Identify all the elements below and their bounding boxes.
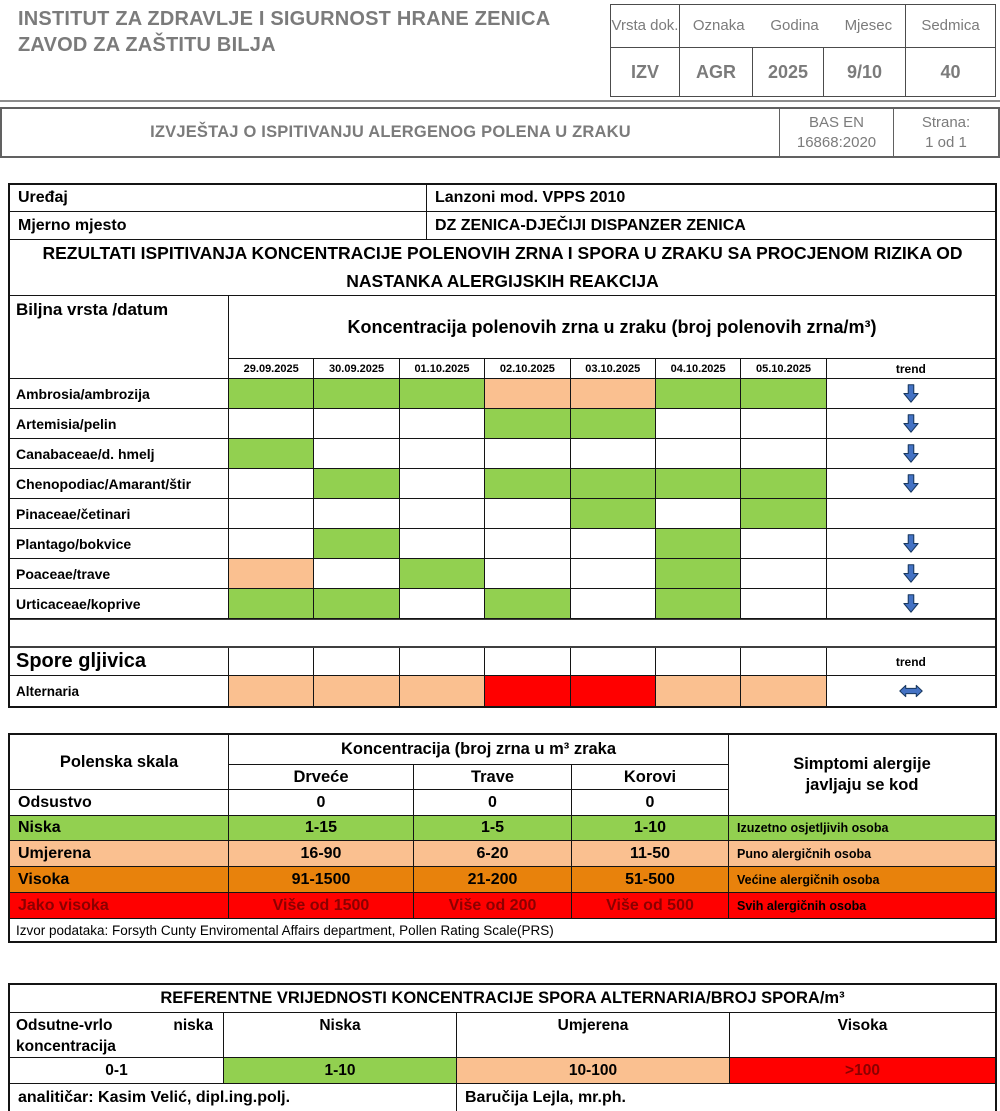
scale-symptom-cell: Svih alergičnih osoba bbox=[729, 893, 995, 919]
scale-value-cell: Više od 1500 bbox=[229, 893, 414, 919]
pollen-level-cell bbox=[314, 469, 399, 499]
pollen-level-cell bbox=[400, 469, 485, 499]
spore-empty-cell bbox=[656, 648, 741, 676]
pollen-row-label: Chenopodiac/Amarant/štir bbox=[10, 469, 229, 499]
spore-level-cell bbox=[400, 676, 485, 706]
scale-row-label: Visoka bbox=[10, 867, 229, 893]
pollen-level-cell bbox=[656, 589, 741, 619]
pollen-grid bbox=[10, 296, 995, 706]
pollen-level-cell bbox=[400, 379, 485, 409]
pollen-level-cell bbox=[741, 589, 826, 619]
trend-header: trend bbox=[827, 359, 995, 379]
date-header-cell: 04.10.2025 bbox=[656, 359, 741, 379]
row-header: Biljna vrsta /datum bbox=[10, 296, 229, 379]
pollen-level-cell bbox=[314, 559, 399, 589]
scale-symptom-cell: Puno alergičnih osoba bbox=[729, 841, 995, 867]
trend-down-arrow-icon bbox=[903, 414, 919, 433]
pollen-level-cell bbox=[571, 379, 656, 409]
trend-down-arrow-icon bbox=[903, 534, 919, 553]
pollen-level-cell bbox=[485, 499, 570, 529]
scale-value-cell: 1-15 bbox=[229, 816, 414, 841]
pollen-level-cell bbox=[229, 589, 314, 619]
spore-section-header: Spore gljivica bbox=[10, 648, 229, 676]
pollen-level-cell bbox=[400, 409, 485, 439]
page-number-cell bbox=[894, 109, 998, 156]
pollen-level-cell bbox=[485, 529, 570, 559]
page-value: 1 od 1 bbox=[925, 133, 967, 151]
doc-mjesec-header: Mjesec bbox=[844, 17, 893, 35]
scale-symptom-cell: Izuzetno osjetljivih osoba bbox=[729, 816, 995, 841]
pollen-row-label: Canabaceae/d. hmelj bbox=[10, 439, 229, 469]
scale-value-cell: 1-5 bbox=[414, 816, 572, 841]
pollen-row-label: Pinaceae/četinari bbox=[10, 499, 229, 529]
standard-cell bbox=[780, 109, 894, 156]
ref-header-cell: Visoka bbox=[730, 1013, 995, 1058]
pollen-level-cell bbox=[656, 409, 741, 439]
scale-value-cell: 21-200 bbox=[414, 867, 572, 893]
pollen-level-cell bbox=[229, 529, 314, 559]
document-header bbox=[0, 0, 1000, 100]
trend-cell bbox=[827, 559, 995, 589]
pollen-level-cell bbox=[400, 499, 485, 529]
institute-block bbox=[18, 6, 598, 59]
pollen-level-cell bbox=[400, 529, 485, 559]
subheader-drvece: Drveće bbox=[229, 765, 414, 790]
pollen-level-cell bbox=[571, 559, 656, 589]
doc-value-cell: IZV bbox=[611, 48, 680, 96]
analyst-left: analitičar: Kasim Velić, dipl.ing.polj. bbox=[10, 1084, 457, 1111]
pollen-level-cell bbox=[656, 469, 741, 499]
spore-empty-cell bbox=[314, 648, 399, 676]
pollen-level-cell bbox=[656, 439, 741, 469]
pollen-level-cell bbox=[314, 529, 399, 559]
pollen-level-cell bbox=[485, 439, 570, 469]
device-value: Lanzoni mod. VPPS 2010 bbox=[427, 185, 995, 212]
trend-cell bbox=[827, 469, 995, 499]
doc-godina-header: Godina bbox=[770, 17, 819, 35]
ref-value-cell: 1-10 bbox=[224, 1058, 457, 1084]
ref-header-cell: Umjerena bbox=[457, 1013, 730, 1058]
doc-value-cell: AGR bbox=[680, 48, 753, 96]
pollen-level-cell bbox=[314, 409, 399, 439]
subheader-trave: Trave bbox=[414, 765, 572, 790]
analyst-right: Baručija Lejla, mr.ph. bbox=[465, 1088, 626, 1106]
standard-line1: BAS EN bbox=[808, 114, 865, 131]
scale-value-cell: 0 bbox=[229, 790, 414, 816]
institute-name: INSTITUT ZA ZDRAVLJE I SIGURNOST HRANE ZENICA bbox=[18, 8, 551, 30]
symptoms-line1: Simptomi alergije bbox=[793, 755, 931, 774]
ref-header-cell: Niska bbox=[224, 1013, 457, 1058]
trend-down-arrow-icon bbox=[903, 474, 919, 493]
date-header-cell: 05.10.2025 bbox=[741, 359, 826, 379]
spore-level-cell bbox=[741, 676, 826, 706]
concentration-header: Koncentracija polenovih zrna u zraku (broj polenovih zrna/m³) bbox=[229, 296, 995, 359]
spore-trend-cell bbox=[827, 676, 995, 706]
pollen-level-cell bbox=[314, 589, 399, 619]
date-header-cell: 29.09.2025 bbox=[229, 359, 314, 379]
trend-cell bbox=[827, 499, 995, 529]
scale-row-label: Niska bbox=[10, 816, 229, 841]
pollen-level-cell bbox=[571, 469, 656, 499]
scale-value-cell: 1-10 bbox=[572, 816, 729, 841]
pollen-level-cell bbox=[314, 499, 399, 529]
spore-trend-header: trend bbox=[827, 648, 995, 676]
date-header-cell: 30.09.2025 bbox=[314, 359, 399, 379]
pollen-level-cell bbox=[400, 439, 485, 469]
doc-value-cell: 9/10 bbox=[824, 48, 906, 96]
scale-value-cell: 6-20 bbox=[414, 841, 572, 867]
spore-level-cell bbox=[314, 676, 399, 706]
spore-empty-cell bbox=[485, 648, 570, 676]
pollen-level-cell bbox=[400, 559, 485, 589]
doc-info-table bbox=[610, 4, 996, 97]
institute-department: ZAVOD ZA ZAŠTITU BILJA bbox=[18, 34, 276, 57]
spore-empty-cell bbox=[571, 648, 656, 676]
scale-value-cell: 11-50 bbox=[572, 841, 729, 867]
pollen-row-label: Artemisia/pelin bbox=[10, 409, 229, 439]
pollen-level-cell bbox=[229, 559, 314, 589]
pollen-row-label: Poaceae/trave bbox=[10, 559, 229, 589]
pollen-level-cell bbox=[741, 529, 826, 559]
doc-type-header: Vrsta dok. bbox=[611, 5, 680, 48]
spore-level-cell bbox=[571, 676, 656, 706]
report-title-bar bbox=[0, 107, 1000, 158]
header-divider bbox=[0, 100, 1000, 102]
pollen-level-cell bbox=[571, 499, 656, 529]
doc-value-cell: 2025 bbox=[753, 48, 824, 96]
pollen-level-cell bbox=[656, 499, 741, 529]
doc-sedmica-header: Sedmica bbox=[906, 5, 995, 48]
scale-value-cell: 16-90 bbox=[229, 841, 414, 867]
scale-concentration-header: Koncentracija (broj zrna u m³ zraka bbox=[229, 735, 729, 765]
scale-row-label: Odsustvo bbox=[10, 790, 229, 816]
pollen-level-cell bbox=[485, 409, 570, 439]
pollen-level-cell bbox=[571, 409, 656, 439]
page-label: Strana: bbox=[921, 114, 971, 131]
scale-symptoms-header bbox=[729, 735, 995, 816]
doc-mid-headers bbox=[680, 5, 906, 48]
scale-value-cell: Više od 200 bbox=[414, 893, 572, 919]
pollen-level-cell bbox=[741, 499, 826, 529]
trend-down-arrow-icon bbox=[903, 564, 919, 583]
pollen-level-cell bbox=[741, 379, 826, 409]
scale-value-cell: Više od 500 bbox=[572, 893, 729, 919]
spacer-row bbox=[10, 619, 995, 648]
pollen-level-cell bbox=[656, 379, 741, 409]
device-info bbox=[10, 185, 995, 240]
spore-row-label: Alternaria bbox=[10, 676, 229, 706]
pollen-level-cell bbox=[485, 469, 570, 499]
trend-cell bbox=[827, 439, 995, 469]
scale-row-label: Umjerena bbox=[10, 841, 229, 867]
trend-cell bbox=[827, 529, 995, 559]
scale-row-label: Jako visoka bbox=[10, 893, 229, 919]
scale-symptom-cell: Većine alergičnih osoba bbox=[729, 867, 995, 893]
pollen-level-cell bbox=[485, 379, 570, 409]
pollen-level-cell bbox=[229, 499, 314, 529]
scale-value-cell: 91-1500 bbox=[229, 867, 414, 893]
pollen-level-cell bbox=[656, 559, 741, 589]
spore-level-cell bbox=[656, 676, 741, 706]
alternaria-reference-table bbox=[8, 983, 997, 1111]
results-table bbox=[8, 183, 997, 708]
scale-value-cell: 51-500 bbox=[572, 867, 729, 893]
ref-value-cell: >100 bbox=[730, 1058, 995, 1084]
pollen-row-label: Ambrosia/ambrozija bbox=[10, 379, 229, 409]
ref-value-cell: 10-100 bbox=[457, 1058, 730, 1084]
trend-down-arrow-icon bbox=[903, 594, 919, 613]
spore-empty-cell bbox=[741, 648, 826, 676]
trend-both-arrow-icon bbox=[899, 684, 923, 698]
pollen-scale-table bbox=[8, 733, 997, 943]
pollen-level-cell bbox=[229, 409, 314, 439]
subheader-korovi: Korovi bbox=[572, 765, 729, 790]
pollen-level-cell bbox=[741, 559, 826, 589]
symptoms-line2: javljaju se kod bbox=[805, 776, 919, 794]
results-title: REZULTATI ISPITIVANJA KONCENTRACIJE POLENOVIH ZRNA I SPORA U ZRAKU SA PROCJENOM RIZIKA OD NASTANKA ALERGIJSKIH REAKCIJA bbox=[10, 240, 995, 296]
trend-cell bbox=[827, 409, 995, 439]
doc-value-cell: 40 bbox=[940, 61, 961, 82]
pollen-level-cell bbox=[229, 379, 314, 409]
data-source-note: Izvor podataka: Forsyth Cunty Enviromental Affairs department, Pollen Rating Scale(PRS) bbox=[16, 922, 554, 938]
ref-value-cell: 0-1 bbox=[10, 1058, 224, 1084]
pollen-level-cell bbox=[314, 439, 399, 469]
pollen-level-cell bbox=[485, 589, 570, 619]
pollen-level-cell bbox=[741, 439, 826, 469]
date-header-cell: 01.10.2025 bbox=[400, 359, 485, 379]
trend-cell bbox=[827, 379, 995, 409]
scale-value-cell: 0 bbox=[414, 790, 572, 816]
pollen-level-cell bbox=[571, 589, 656, 619]
pollen-level-cell bbox=[314, 379, 399, 409]
pollen-row-label: Urticaceae/koprive bbox=[10, 589, 229, 619]
scale-value-cell: 0 bbox=[572, 790, 729, 816]
spore-empty-cell bbox=[229, 648, 314, 676]
spore-level-cell bbox=[229, 676, 314, 706]
site-value: DZ ZENICA-DJEČIJI DISPANZER ZENICA bbox=[427, 212, 995, 240]
spore-empty-cell bbox=[400, 648, 485, 676]
trend-cell bbox=[827, 589, 995, 619]
reference-title: REFERENTNE VRIJEDNOSTI KONCENTRACIJE SPORA ALTERNARIA/BROJ SPORA/m³ bbox=[10, 985, 995, 1013]
pollen-level-cell bbox=[656, 529, 741, 559]
ref-header-cell: Odsutne-vrlo niska koncentracija bbox=[10, 1013, 224, 1058]
pollen-row-label: Plantago/bokvice bbox=[10, 529, 229, 559]
pollen-level-cell bbox=[741, 409, 826, 439]
pollen-level-cell bbox=[229, 469, 314, 499]
scale-header: Polenska skala bbox=[10, 735, 229, 790]
site-label: Mjerno mjesto bbox=[10, 212, 427, 240]
pollen-level-cell bbox=[229, 439, 314, 469]
trend-down-arrow-icon bbox=[903, 444, 919, 463]
date-header-cell: 03.10.2025 bbox=[571, 359, 656, 379]
doc-oznaka-header: Oznaka bbox=[692, 17, 745, 35]
pollen-level-cell bbox=[741, 469, 826, 499]
pollen-level-cell bbox=[485, 559, 570, 589]
pollen-level-cell bbox=[571, 439, 656, 469]
report-title: IZVJEŠTAJ O ISPITIVANJU ALERGENOG POLENA U ZRAKU bbox=[2, 109, 780, 156]
pollen-level-cell bbox=[571, 529, 656, 559]
device-label: Uređaj bbox=[10, 185, 427, 212]
standard-line2: 16868:2020 bbox=[796, 133, 877, 151]
trend-down-arrow-icon bbox=[903, 384, 919, 403]
date-header-cell: 02.10.2025 bbox=[485, 359, 570, 379]
pollen-level-cell bbox=[400, 589, 485, 619]
spore-level-cell bbox=[485, 676, 570, 706]
